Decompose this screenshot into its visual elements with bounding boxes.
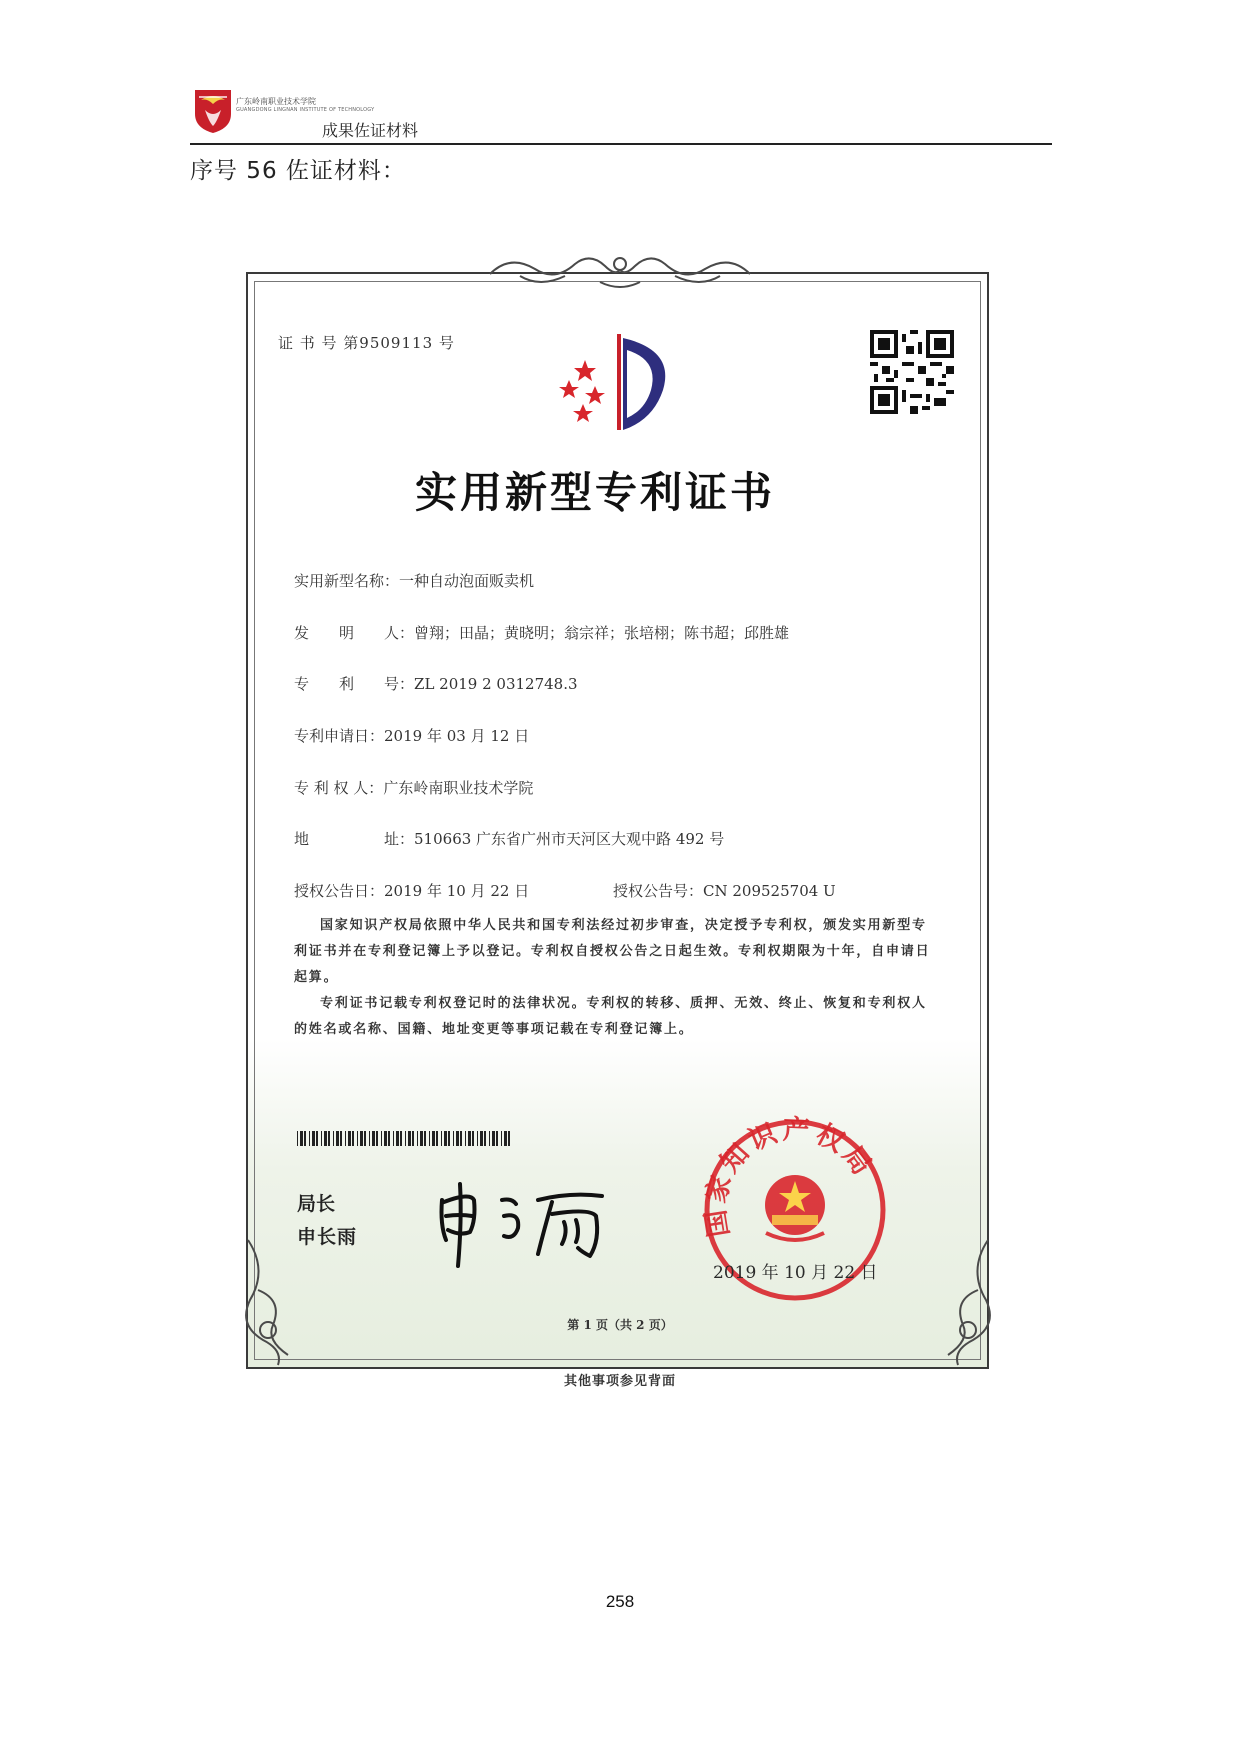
header-rule (190, 143, 1052, 145)
field-announcement-number (613, 880, 836, 901)
barcode-bar (448, 1131, 450, 1146)
barcode-bar (453, 1131, 454, 1146)
field-application-date (294, 725, 529, 746)
barcode-bar (324, 1131, 327, 1146)
field-grant-date (294, 880, 529, 901)
barcode-bar (328, 1131, 330, 1146)
barcode-bar (460, 1131, 462, 1146)
field-label: 专利申请日： (294, 727, 385, 745)
field-label: 授权公告日： (294, 882, 385, 900)
barcode-bar (388, 1131, 390, 1146)
barcode-bar (364, 1131, 366, 1146)
school-name-cn: 广东岭南职业技术学院 (236, 97, 316, 106)
barcode-bar (300, 1131, 303, 1146)
barcode-bar (424, 1131, 426, 1146)
barcode-bar (396, 1131, 399, 1146)
barcode-bar (472, 1131, 474, 1146)
barcode-bar (352, 1131, 354, 1146)
legal-paragraph-2: 专利证书记载专利权登记时的法律状况。专利权的转移、质押、无效、终止、恢复和专利权人的姓名或名称、国籍、地址变更等事项记载在专利登记簿上。 (294, 996, 927, 1037)
field-value: CN 209525704 U (703, 882, 836, 900)
barcode-bar (432, 1131, 435, 1146)
barcode-bar (420, 1131, 423, 1146)
barcode-bar (456, 1131, 459, 1146)
barcode-bar (496, 1131, 498, 1146)
page-number: 258 (605, 1592, 635, 1611)
barcode-bar (504, 1131, 507, 1146)
legal-paragraph-1: 国家知识产权局依照中华人民共和国专利法经过初步审查，决定授予专利权，颁发实用新型专利证书并在专利登记簿上予以登记。专利权自授权公告之日起生效。专利权期限为十年，自申请日起算。 (294, 918, 931, 985)
patent-office-emblem-icon (555, 330, 685, 435)
barcode-bar (501, 1131, 502, 1146)
barcode-bar (309, 1131, 310, 1146)
barcode-bar (312, 1131, 315, 1146)
field-address (294, 828, 724, 849)
seal-date: 2019 年 10 月 22 日 (713, 1263, 878, 1283)
bottom-right-ornament-icon (928, 1230, 998, 1370)
bottom-left-ornament-icon (238, 1230, 308, 1370)
barcode-bar (384, 1131, 387, 1146)
field-value: 510663 广东省广州市天河区大观中路 492 号 (414, 830, 725, 848)
barcode-bar (508, 1131, 510, 1146)
field-value: 一种自动泡面贩卖机 (399, 572, 535, 590)
school-name-en: GUANGDONG LINGNAN INSTITUTE OF TECHNOLOGY (236, 107, 375, 113)
barcode-bar (465, 1131, 466, 1146)
barcode-bar (336, 1131, 339, 1146)
barcode-bar (321, 1131, 322, 1146)
barcode-bar (408, 1131, 411, 1146)
barcode-bar (441, 1131, 442, 1146)
certificate-number: 证 书 号 第9509113 号 (278, 334, 455, 352)
header-subtitle: 成果佐证材料 (322, 121, 419, 140)
barcode-bar (372, 1131, 375, 1146)
barcode-bar (489, 1131, 490, 1146)
director-name: 申长雨 (297, 1226, 358, 1248)
certificate-title: 实用新型专利证书 (415, 468, 776, 517)
field-value: 曾翔；田晶；黄晓明；翁宗祥；张培栩；陈书超；邱胜雄 (414, 624, 790, 642)
field-patent-number (294, 673, 578, 694)
barcode-bar (492, 1131, 495, 1146)
barcode-bar (381, 1131, 382, 1146)
legal-text (294, 913, 934, 1043)
field-value: 广东岭南职业技术学院 (383, 779, 534, 797)
barcode-bar (480, 1131, 483, 1146)
barcode-bar (393, 1131, 394, 1146)
field-value: ZL 2019 2 0312748.3 (414, 675, 578, 693)
barcode-bar (357, 1131, 358, 1146)
barcode-bar (468, 1131, 471, 1146)
director-title: 局长 (297, 1193, 336, 1215)
barcode-icon (297, 1131, 511, 1146)
field-label: 专 利 号： (294, 675, 415, 693)
barcode-bar (304, 1131, 306, 1146)
seal-text: 国家知识产权局 (700, 1115, 880, 1240)
barcode-bar (376, 1131, 378, 1146)
barcode-bar (429, 1131, 430, 1146)
signature-icon (430, 1170, 620, 1270)
school-logo-icon (193, 88, 233, 134)
top-ornament-icon (480, 244, 760, 294)
field-value: 2019 年 10 月 22 日 (384, 882, 530, 900)
certificate-page-of: 第 1 页（共 2 页） (567, 1318, 673, 1332)
field-label: 发 明 人： (294, 624, 415, 642)
barcode-bar (340, 1131, 342, 1146)
field-utility-model-name (294, 570, 534, 591)
qr-code-icon (870, 330, 954, 414)
barcode-bar (484, 1131, 486, 1146)
barcode-bar (360, 1131, 363, 1146)
barcode-bar (477, 1131, 478, 1146)
field-label: 地 址： (294, 830, 415, 848)
field-patentee (294, 777, 533, 798)
evidence-caption: 序号 56 佐证材料： (190, 158, 406, 184)
barcode-bar (348, 1131, 351, 1146)
barcode-bar (444, 1131, 447, 1146)
field-label: 实用新型名称： (294, 572, 400, 590)
barcode-bar (405, 1131, 406, 1146)
barcode-bar (345, 1131, 346, 1146)
barcode-bar (412, 1131, 414, 1146)
field-inventors (294, 622, 789, 643)
barcode-bar (436, 1131, 438, 1146)
barcode-bar (333, 1131, 334, 1146)
barcode-bar (417, 1131, 418, 1146)
barcode-bar (297, 1131, 298, 1146)
barcode-bar (316, 1131, 318, 1146)
field-value: 2019 年 03 月 12 日 (384, 727, 530, 745)
field-label: 授权公告号： (613, 882, 704, 900)
barcode-bar (400, 1131, 402, 1146)
back-note: 其他事项参见背面 (563, 1374, 676, 1389)
field-label: 专 利 权 人： (294, 779, 384, 797)
barcode-bar (369, 1131, 370, 1146)
